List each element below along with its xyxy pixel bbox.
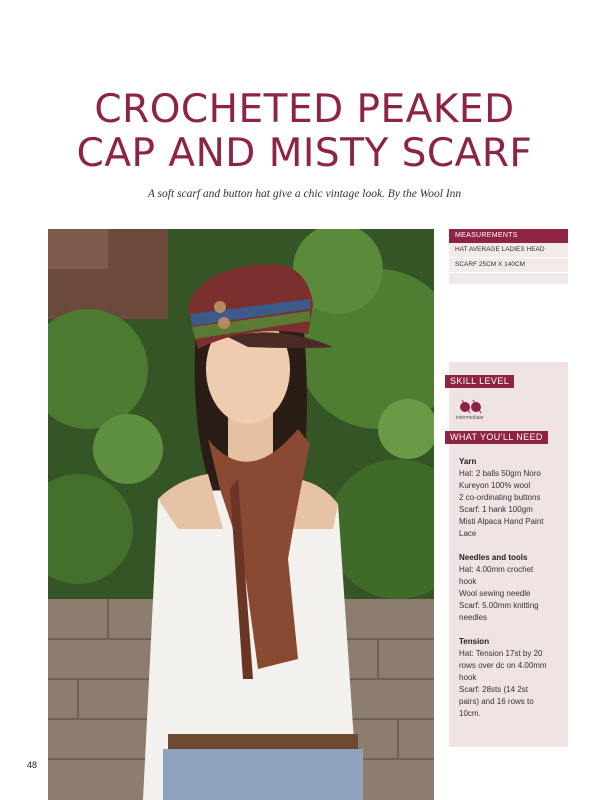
tools-line: needles [459, 613, 488, 622]
tension-line: 10cm. [459, 709, 481, 718]
yarn-line: 2 co-ordinating buttons [459, 493, 541, 502]
model-photo [48, 229, 434, 800]
tension-line: pairs) and 16 rows to [459, 697, 534, 706]
tools-line: Scarf: 5.00mm knitting [459, 601, 539, 610]
skill-level-heading: SKILL LEVEL [445, 375, 514, 388]
yarn-line: Lace [459, 529, 477, 538]
measurements-panel [449, 229, 568, 284]
materials-list [459, 456, 565, 732]
what-you-need-heading: WHAT YOU'LL NEED [445, 431, 548, 444]
yarn-line: Misti Alpaca Hand Paint [459, 517, 544, 526]
measurement-hat: HAT AVERAGE LADIES HEAD [449, 243, 568, 258]
watermark: PassionForum.ru [520, 787, 603, 798]
title-line-1: CROCHETED PEAKED [94, 87, 515, 132]
skill-level-value: intermediate [456, 415, 484, 421]
yarn-line: Scarf: 1 hank 100gm [459, 505, 533, 514]
title-line-2: CAP AND MISTY SCARF [76, 131, 533, 176]
page-title [0, 88, 609, 176]
tools-line: Wool sewing needle [459, 589, 531, 598]
tools-title: Needles and tools [459, 553, 528, 562]
tension-section [459, 636, 565, 720]
tension-line: rows over dc on 4.00mm [459, 661, 547, 670]
measurement-scarf: SCARF 25CM X 140CM [449, 258, 568, 273]
yarn-line: Kureyon 100% wool [459, 481, 531, 490]
yarn-title: Yarn [459, 457, 477, 466]
tools-line: Hat: 4.00mm crochet [459, 565, 534, 574]
tension-line: Scarf: 28sts (14 2st [459, 685, 528, 694]
yarn-section [459, 456, 565, 540]
tension-line: hook [459, 673, 477, 682]
measurements-heading: MEASUREMENTS [449, 229, 568, 243]
yarn-line: Hat: 2 balls 50gm Noro [459, 469, 541, 478]
tools-line: hook [459, 577, 477, 586]
page-number: 48 [27, 760, 38, 770]
subtitle: A soft scarf and button hat give a chic vintage look. By the Wool Inn [147, 188, 462, 200]
tension-line: Hat: Tension 17st by 20 [459, 649, 543, 658]
tension-title: Tension [459, 637, 490, 646]
tools-section [459, 552, 565, 624]
